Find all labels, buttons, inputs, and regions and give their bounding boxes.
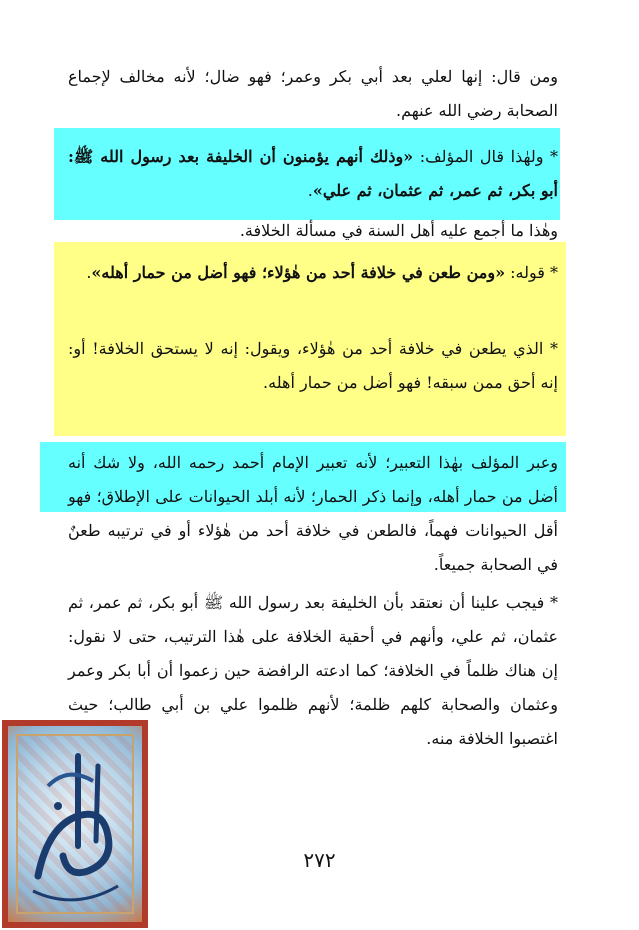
- paragraph-3: وهٰذا ما أجمع عليه أهل السنة في مسألة الخلافة.: [239, 221, 558, 240]
- paragraph-7: * فيجب علينا أن نعتقد بأن الخليفة بعد رسول الله ﷺ أبو بكر، ثم عمر، ثم عثمان، ثم علي، وأنهم في أحقية الخلافة على هٰذا الترتيب، حتى لا نقول: إن هناك ظلماً في الخلافة؛ كما ادعته الرافضة حين زعموا أن أبا بكر وعمر وعثمان والصحابة كلهم ظلمة؛ لأنهم ظلموا علي بن أبي طالب؛ حيث اغتصبوا الخلافة منه.: [68, 593, 558, 748]
- paragraph-6: وعبر المؤلف بهٰذا التعبير؛ لأنه تعبير الإمام أحمد رحمه الله، ولا شك أنه أضل من حمار أهله، وإنما ذكر الحمار؛ لأنه أبلد الحيوانات على الإطلاق؛ فهو أقل الحيوانات فهماً، فالطعن في خلافة أحد من هٰؤلاء أو في ترتيبه طعنٌ في الصحابة جميعاً.: [68, 453, 558, 574]
- paragraph-5: * الذي يطعن في خلافة أحد من هٰؤلاء، ويقول: إنه لا يستحق الخلافة! أو: إنه أحق ممن سبقه! فهو أضل من حمار أهله.: [68, 339, 558, 392]
- quote-bold: «وذلك أنهم يؤمنون أن الخليفة بعد رسول الله ﷺ: أبو بكر، ثم عمر، ثم عثمان، ثم علي»: [68, 147, 558, 200]
- quote-bold: «ومن طعن في خلافة أحد من هٰؤلاء؛ فهو أضل من حمار أهله»: [91, 263, 506, 282]
- paragraph-4: * قوله: «ومن طعن في خلافة أحد من هٰؤلاء؛ فهو أضل من حمار أهله».: [86, 263, 558, 282]
- page-number: ٢٧٢: [303, 848, 336, 872]
- paragraph-1: ومن قال: إنها لعلي بعد أبي بكر وعمر؛ فهو ضال؛ لأنه مخالف لإجماع الصحابة رضي الله عنهم.: [68, 67, 558, 120]
- emblem-calligraphy-icon: [8, 726, 142, 922]
- calligraphy-emblem-icon: [2, 720, 148, 928]
- paragraph-2: * ولهٰذا قال المؤلف: «وذلك أنهم يؤمنون أن الخليفة بعد رسول الله ﷺ: أبو بكر، ثم عمر، ثم عثمان، ثم علي».: [68, 147, 558, 200]
